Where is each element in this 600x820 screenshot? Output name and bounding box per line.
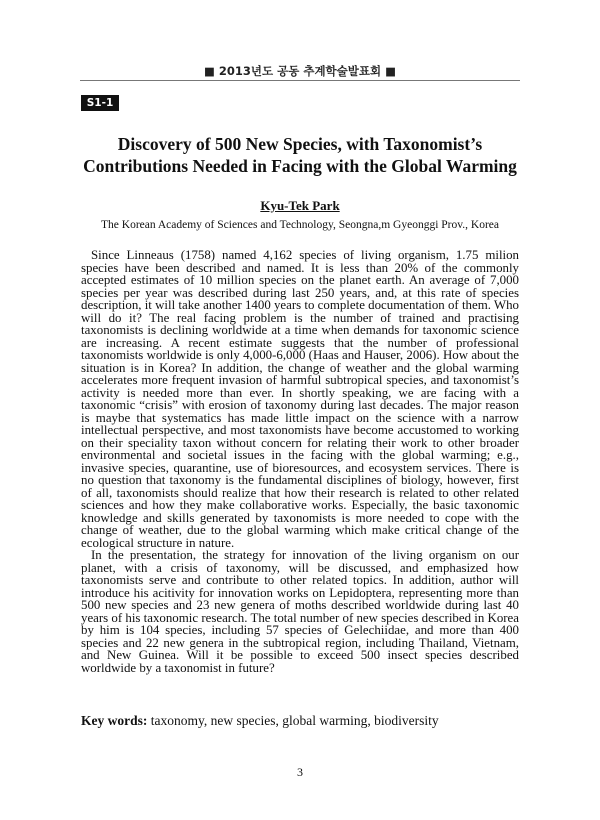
abstract-paragraph-2: In the presentation, the strategy for innovation of the living organism on our planet, with a crisis of taxonomy, will be discussed, and emphasized how taxonomists serve and contribute to other related topics. In addition, author will introduce his acitivity for innovation works on Lepidoptera, representing more than 500 new species and 23 new genera of moths described worldwide during last 40 years of his taxonomic research. The total number of new species described in Korea by him is 104 species, including 57 species of Gelechiidae, and more than 400 species and 22 new genera in the subtropical region, including Thailand, Vietnam, and New Guinea. Will it be possible to exceed 500 insect species described worldwide by a taxonomist in future? <box>81 548 519 675</box>
keywords-label: Key words: <box>81 713 148 728</box>
paper-title <box>60 133 540 177</box>
abstract-paragraph-1: Since Linneaus (1758) named 4,162 species of living organism, 1.75 milion species have been described and named. It is less than 20% of the commonly accepted estimates of 10 million species on the planet earth. An average of 7,000 species per year was described during last 250 years, and, at this rate of species description, it will take another 1400 years to complete documentation of them. Who will do it? The real facing problem is the number of trained and practising taxonomists is declining worldwide at a time when demands for taxonomic science are increasing. A recent estimate suggests that the number of professional taxonomists worldwide is only 4,000-6,000 (Haas and Hauser, 2006). How about the situation is in Korea? In addition, the change of weather and the global warming accelerates more frequent invasion of harmful subtropical species, and taxonomist’s activity is needed more than ever. In shortly speaking, we are facing with a taxonomic “crisis” with erosion of taxonomy during last decades. The major reason is maybe that systematics has made little impact on the science with a narrow intellectual perspective, and most taxonomists have become accustomed to working on their speciality taxon without concern for relating their work to other broader environmental and societal issues in the facing with the global warming; e.g., invasive species, quarantine, use of bioresources, and ecosystem services. There is no question that taxonomy is the fundamental disciplines of biology, however, first of all, taxonomists should realize that how their research is related to other related sciences and how they make collaborative works. Especially, the basic taxonomic knowledge and skills generated by taxonomists is more needed to cope with the change of weather, due to the global warming which make critical change of the ecological structure in nature. <box>81 248 519 550</box>
page-number: 3 <box>297 765 303 779</box>
session-badge: S1-1 <box>81 95 119 111</box>
title-line-2: Contributions Needed in Facing with the Global Warming <box>83 156 517 176</box>
author-affiliation: The Korean Academy of Sciences and Technology, Seongna,m Gyeonggi Prov., Korea <box>101 219 499 231</box>
keywords-text: taxonomy, new species, global warming, biodiversity <box>147 713 439 728</box>
keywords <box>81 713 439 729</box>
author-name: Kyu-Tek Park <box>260 198 340 213</box>
abstract-body <box>81 249 519 674</box>
running-header: ■ 2013년도 공동 추계학술발표회 ■ <box>204 64 396 78</box>
title-line-1: Discovery of 500 New Species, with Taxonomist’s <box>117 134 483 154</box>
header-rule <box>80 80 520 81</box>
